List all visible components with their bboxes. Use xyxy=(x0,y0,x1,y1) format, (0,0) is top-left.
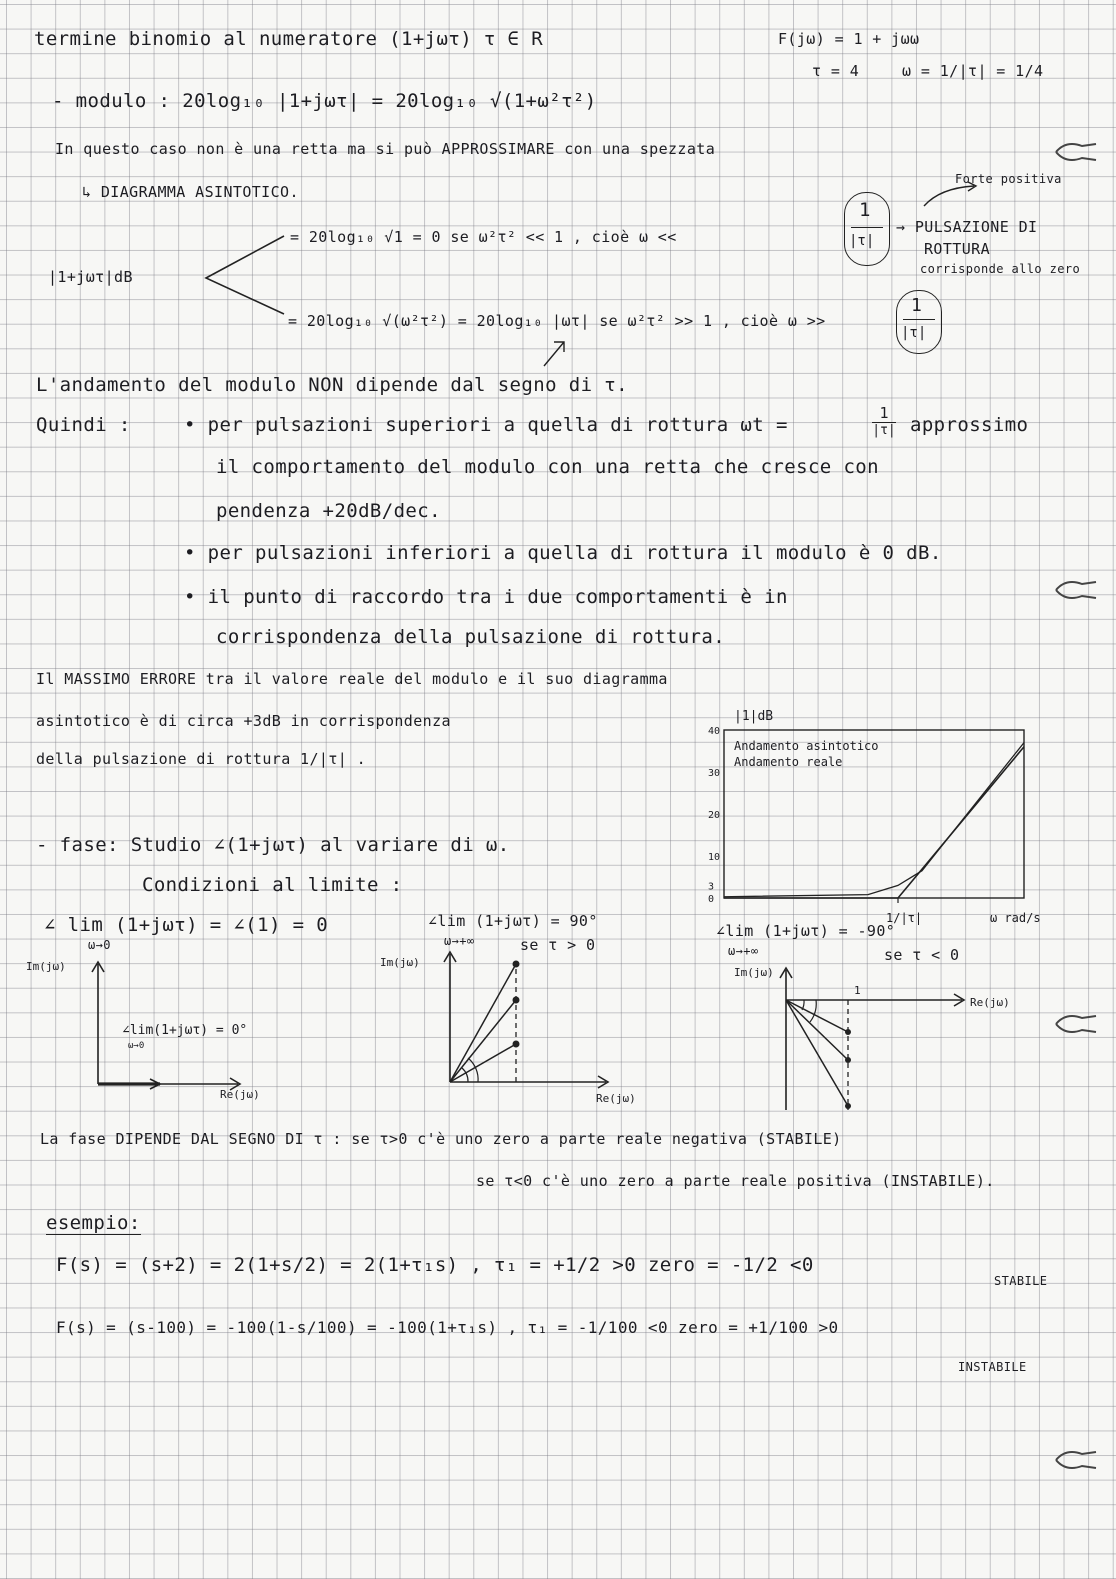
example-1-tag: STABILE xyxy=(994,1274,1048,1288)
corner-transfer-function: F(jω) = 1 + jωω xyxy=(778,30,920,48)
rottura-label: ROTTURA xyxy=(924,240,991,258)
approx-line: In questo caso non è una retta ma si può APPROSSIMARE con una spezzata xyxy=(55,140,716,158)
branch-bracket xyxy=(200,228,290,318)
error-line-3: della pulsazione di rottura 1/|τ| . xyxy=(36,750,367,768)
example-2: F(s) = (s-100) = -100(1-s/100) = -100(1+τ₁s) , τ₁ = -1/100 <0 zero = +1/100 >0 xyxy=(56,1318,839,1337)
corner-tau: τ = 4 xyxy=(812,62,860,80)
bullet-2: • per pulsazioni inferiori a quella di rottura il modulo è 0 dB. xyxy=(184,542,942,564)
im-axis-label: Im(jω) xyxy=(26,960,66,973)
limit-1: ∠ lim (1+jωτ) = ∠(1) = 0 xyxy=(44,914,329,936)
example-2-tag: INSTABILE xyxy=(958,1360,1027,1374)
diagram-line: ↳ DIAGRAMMA ASINTOTICO. xyxy=(82,183,299,201)
error-line-2: asintotico è di circa +3dB in corrispondenza xyxy=(36,712,451,730)
y-tick-label: 30 xyxy=(708,768,721,779)
unit-tick-label: 1 xyxy=(854,984,861,997)
chart-x-tick-label: 1/|τ| xyxy=(886,911,923,925)
error-line-1: Il MASSIMO ERRORE tra il valore reale del modulo e il suo diagramma xyxy=(36,670,668,688)
forte-positiva-note: Forte positiva xyxy=(955,172,1062,186)
andamento-line: L'andamento del modulo NON dipende dal segno di τ. xyxy=(36,374,628,396)
y-tick-label: 10 xyxy=(708,852,721,863)
rottura-fraction: 1 |τ| xyxy=(872,404,896,438)
series-line-0 xyxy=(724,747,1024,898)
legend-real: Andamento reale xyxy=(734,755,843,769)
dipende-line-1: La fase DIPENDE DAL SEGNO DI τ : se τ>0 c'è uno zero a parte reale negativa (STABILE) xyxy=(40,1130,842,1148)
binder-ring xyxy=(1052,1448,1098,1472)
phasor-plot-tau-positive xyxy=(380,946,660,1106)
chart-ylabel: |1|dB xyxy=(734,709,774,724)
bullet-1c: il comportamento del modulo con una retta che cresce con xyxy=(216,456,879,478)
esempio-label: esempio: xyxy=(46,1212,141,1234)
y-tick-label: 0 xyxy=(708,894,715,905)
bullet-1d: pendenza +20dB/dec. xyxy=(216,500,441,522)
title-line: termine binomio al numeratore (1+jωτ) τ ∈ R xyxy=(34,28,544,50)
bullet-1b: approssimo xyxy=(910,414,1029,436)
y-tick-label: 3 xyxy=(708,881,715,893)
limit-1-sub: ω→0 xyxy=(88,938,111,952)
case-high-frequency: = 20log₁₀ √(ω²τ²) = 20log₁₀ |ωτ| se ω²τ² >> 1 , cioè ω >> xyxy=(288,312,826,330)
condizioni-line: Condizioni al limite : xyxy=(142,874,403,896)
forte-arrow xyxy=(920,180,980,210)
y-tick-label: 20 xyxy=(708,810,721,821)
bullet-3a: • il punto di raccordo tra i due comportamenti è in xyxy=(184,586,788,608)
phasor-plot-omega-zero xyxy=(24,950,260,1101)
small-arrow xyxy=(540,336,570,370)
case-low-frequency: = 20log₁₀ √1 = 0 se ω²τ² << 1 , cioè ω << xyxy=(290,228,677,246)
quindi-label: Quindi : xyxy=(36,414,131,436)
fase-line: - fase: Studio ∠(1+jωτ) al variare di ω. xyxy=(36,834,510,856)
legend-asymptotic: Andamento asintotico xyxy=(734,739,879,753)
re-axis-label: Re(jω) xyxy=(970,996,1010,1009)
chart-xlabel: ω rad/s xyxy=(990,911,1041,925)
limit-3-cond: se τ < 0 xyxy=(884,946,960,964)
binder-ring xyxy=(1052,1012,1098,1036)
zero-note: corrisponde allo zero xyxy=(920,262,1081,276)
modulo-line: - modulo : 20log₁₀ |1+jωτ| = 20log₁₀ √(1+ω²τ²) xyxy=(52,90,597,112)
limit-3-sub: ω→+∞ xyxy=(728,944,759,958)
example-1: F(s) = (s+2) = 2(1+s/2) = 2(1+τ₁s) , τ₁ = +1/2 >0 zero = -1/2 <0 xyxy=(56,1254,814,1276)
bode-magnitude-chart xyxy=(690,700,1050,930)
plot1-note: ∠lim(1+jωτ) = 0° xyxy=(122,1023,248,1038)
bullet-1a: • per pulsazioni superiori a quella di rottura ωt = xyxy=(184,414,788,436)
im-axis-label: Im(jω) xyxy=(380,956,420,969)
circled-fraction-2: 1 |τ| xyxy=(896,290,942,354)
pulsazione-label: → PULSAZIONE DI xyxy=(896,218,1038,236)
limit-3: ∠lim (1+jωτ) = -90° xyxy=(716,922,896,940)
plot1-note-sub: ω→0 xyxy=(128,1041,145,1051)
modulus-db-label: |1+jωτ|dB xyxy=(48,268,133,286)
y-tick-label: 40 xyxy=(708,726,721,737)
limit-2: ∠lim (1+jωτ) = 90° xyxy=(428,912,598,930)
dipende-line-2: se τ<0 c'è uno zero a parte reale positiva (INSTABILE). xyxy=(476,1172,995,1190)
binder-ring xyxy=(1052,578,1098,602)
phasor-plot-tau-negative xyxy=(730,960,1030,1120)
circled-fraction-1: 1 |τ| xyxy=(844,192,890,266)
bullet-3b: corrispondenza della pulsazione di rottura. xyxy=(216,626,726,648)
binder-ring xyxy=(1052,140,1098,164)
re-axis-label: Re(jω) xyxy=(220,1088,260,1101)
im-axis-label: Im(jω) xyxy=(734,966,774,979)
limit-2-cond: se τ > 0 xyxy=(520,936,596,954)
limit-2-sub: ω→+∞ xyxy=(444,934,475,948)
corner-omega: ω = 1/|τ| = 1/4 xyxy=(902,62,1044,80)
re-axis-label: Re(jω) xyxy=(596,1092,636,1105)
